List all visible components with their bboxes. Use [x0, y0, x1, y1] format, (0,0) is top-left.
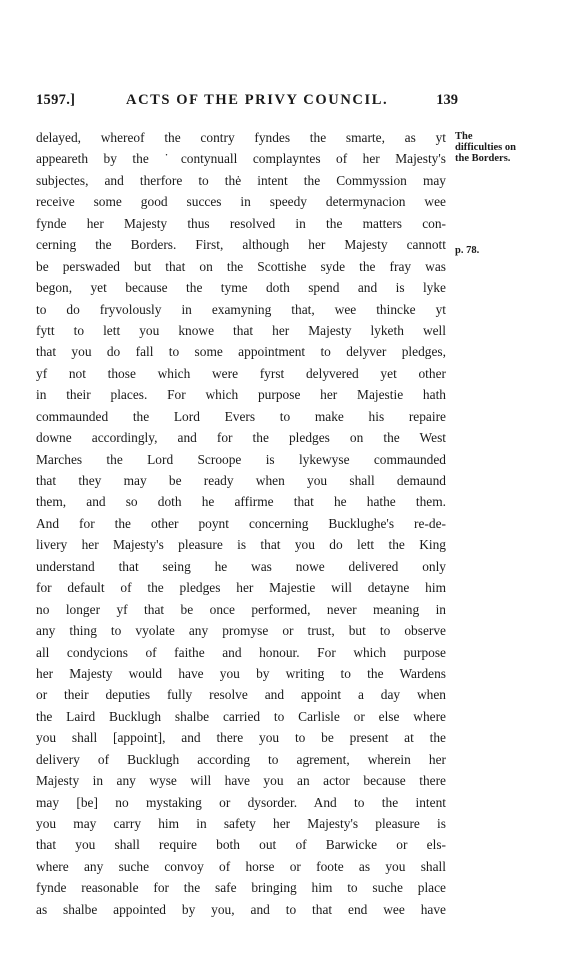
text-line: to do fryvolously in examyning that, wee thincke yt	[36, 301, 446, 317]
text-line: fynde her Majesty thus resolved in the matters con-	[36, 215, 446, 231]
text-line: begon, yet because the tyme doth spend and is lyke	[36, 280, 446, 296]
text-line: her Majesty would have you by writing to the Wardens	[36, 665, 446, 681]
text-line: in their places. For which purpose her Majestie hath	[36, 387, 446, 403]
text-line: understand that seing he was nowe delivered only	[36, 558, 446, 574]
text-line: Majesty in any wyse will have you an actor because there	[36, 773, 446, 789]
text-line: that they may be ready when you shall demaund	[36, 473, 446, 488]
text-line: no longer yf that be once performed, never meaning in	[36, 601, 446, 617]
text-line: yf not those which were fyrst delyvered yet other	[36, 365, 446, 381]
text-line: the Laird Bucklugh shalbe carried to Carlisle or else where	[36, 708, 446, 724]
text-line: commaunded the Lord Evers to make his repaire	[36, 408, 446, 424]
text-line: fytt to lett you knowe that her Majesty lyketh well	[36, 322, 446, 338]
text-line: or their deputies fully resolve and appoint a day when	[36, 687, 446, 703]
text-line: And for the other poynt concerning Bucklughe's re-de-	[36, 515, 446, 531]
text-line: subjectes, and therfore to thė intent the Commyssion may	[36, 172, 446, 188]
page-reference: p. 78.	[455, 245, 480, 256]
text-line: Marches the Lord Scroope is lykewyse commaunded	[36, 451, 446, 467]
running-header	[36, 92, 458, 112]
text-line: fynde reasonable for the safe bringing him to suche place	[36, 880, 446, 896]
margin-note-line: the Borders.	[455, 153, 511, 164]
text-line: delayed, whereof the contry fyndes the smarte, as yt	[36, 130, 446, 145]
text-line: may [be] no mystaking or dysorder. And to the intent	[36, 794, 446, 810]
header-title: ACTS OF THE PRIVY COUNCIL.	[126, 92, 389, 108]
page-number: 139	[436, 92, 458, 108]
text-line: livery her Majesty's pleasure is that you do lett the King	[36, 537, 446, 553]
margin-note	[455, 131, 563, 164]
margin-note-line: The	[455, 131, 473, 142]
text-line: you shall [appoint], and there you to be present at the	[36, 730, 446, 746]
text-line: be perswaded but that on the Scottishe syde the fray was	[36, 258, 446, 274]
text-line: for default of the pledges her Majestie will detayne him	[36, 580, 446, 596]
text-line: downe accordingly, and for the pledges on the West	[36, 430, 446, 446]
text-line: you may carry him in safety her Majesty's pleasure is	[36, 816, 446, 831]
text-line: delivery of Bucklugh according to agrement, wherein her	[36, 751, 446, 767]
body-text	[36, 127, 446, 920]
text-line: that you shall require both out of Barwicke or els-	[36, 837, 446, 853]
text-line: them, and so doth he affirme that he hathe them.	[36, 494, 446, 510]
text-line: any thing to vyolate any promyse or trust, but to observe	[36, 623, 446, 639]
text-line: that you do fall to some appointment to delyver pledges,	[36, 344, 446, 360]
text-line: where any suche convoy of horse or foote as you shall	[36, 858, 446, 874]
margin-note-line: difficulties on	[455, 142, 516, 153]
text-line: receive some good succes in speedy determynacion wee	[36, 194, 446, 210]
text-line: cerning the Borders. First, although her Majesty cannott	[36, 237, 446, 253]
text-line: all condycions of faithe and honour. For which purpose	[36, 644, 446, 660]
header-year: 1597.]	[36, 92, 76, 108]
text-line: as shalbe appointed by you, and to that end wee have	[36, 901, 446, 917]
text-line: appeareth by the ˙contynuall complayntes of her Majesty's	[36, 151, 446, 167]
